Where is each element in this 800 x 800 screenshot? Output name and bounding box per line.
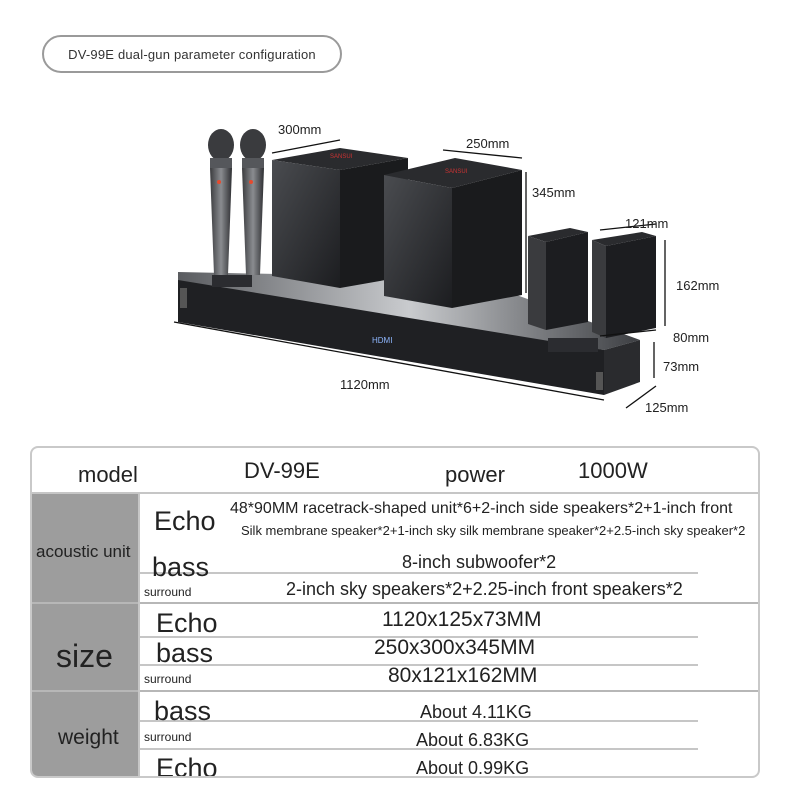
- page-title: DV-99E dual-gun parameter configuration: [68, 46, 316, 62]
- soundbar-panel-right: [548, 338, 598, 352]
- size-bass-label: bass: [156, 638, 214, 668]
- divider-vertical: [138, 492, 140, 778]
- acoustic-surround-label: surround: [144, 585, 192, 599]
- power-value: 1000W: [578, 458, 648, 483]
- brand-logo-2: SANSUI: [445, 169, 468, 175]
- acoustic-echo-line2: Silk membrane speaker*2+1-inch sky silk membrane speaker*2+2.5-inch sky speaker*2: [241, 523, 746, 538]
- soundbar-port: [180, 288, 187, 308]
- acoustic-echo-label: Echo: [154, 506, 216, 536]
- satellite-left: [528, 228, 588, 330]
- microphone-right: [240, 129, 266, 275]
- size-surround-label: surround: [144, 672, 192, 686]
- satellite-right: [592, 232, 656, 338]
- size-echo-value: 1120x125x73MM: [382, 608, 542, 631]
- acoustic-unit-label: acoustic unit: [36, 542, 131, 561]
- divider: [138, 720, 698, 722]
- size-label: size: [56, 638, 113, 674]
- divider: [32, 602, 760, 604]
- soundbar-panel: [212, 275, 252, 287]
- dim-bar-height: 73mm: [663, 359, 700, 374]
- hdmi-display: HDMI: [372, 336, 393, 345]
- divider: [32, 690, 760, 692]
- dim-sat-depth: 121mm: [625, 216, 669, 231]
- soundbar-port-right: [596, 372, 603, 390]
- dim-sat-height: 162mm: [676, 278, 720, 293]
- dim-sub-height: 345mm: [532, 185, 576, 200]
- weight-bass-label: bass: [154, 696, 212, 726]
- model-label: model: [78, 462, 138, 487]
- spec-table: [30, 446, 760, 778]
- weight-echo-value: About 0.99KG: [416, 758, 530, 778]
- weight-surround-value: About 6.83KG: [416, 730, 530, 750]
- weight-bass-value: About 4.11KG: [420, 702, 532, 722]
- title-pill: [42, 35, 342, 73]
- size-surround-value: 80x121x162MM: [388, 664, 538, 687]
- dim-bar-length: 1120mm: [340, 377, 390, 392]
- dim-sat-width: 80mm: [673, 330, 710, 345]
- acoustic-bass-value: 8-inch subwoofer*2: [402, 552, 557, 572]
- acoustic-bass-label: bass: [152, 552, 210, 582]
- weight-echo-label: Echo: [156, 753, 218, 778]
- product-illustration: [0, 100, 800, 430]
- dim-sub-depth: 250mm: [466, 136, 510, 151]
- dim-bar-depth: 125mm: [645, 400, 689, 415]
- weight-surround-label: surround: [144, 730, 192, 744]
- acoustic-echo-line1: 48*90MM racetrack-shaped unit*6+2-inch side speakers*2+1-inch front: [230, 500, 733, 517]
- subwoofer-right: [384, 158, 522, 308]
- power-label: power: [445, 462, 505, 487]
- dim-sub-width: 300mm: [278, 122, 322, 137]
- size-echo-label: Echo: [156, 608, 218, 638]
- model-value: DV-99E: [244, 458, 320, 483]
- weight-label: weight: [58, 726, 119, 749]
- acoustic-surround-value: 2-inch sky speakers*2+2.25-inch front speakers*2: [286, 579, 683, 599]
- microphone-left: [208, 129, 234, 275]
- brand-logo: SANSUI: [330, 154, 353, 160]
- divider: [32, 492, 760, 494]
- size-bass-value: 250x300x345MM: [374, 636, 536, 659]
